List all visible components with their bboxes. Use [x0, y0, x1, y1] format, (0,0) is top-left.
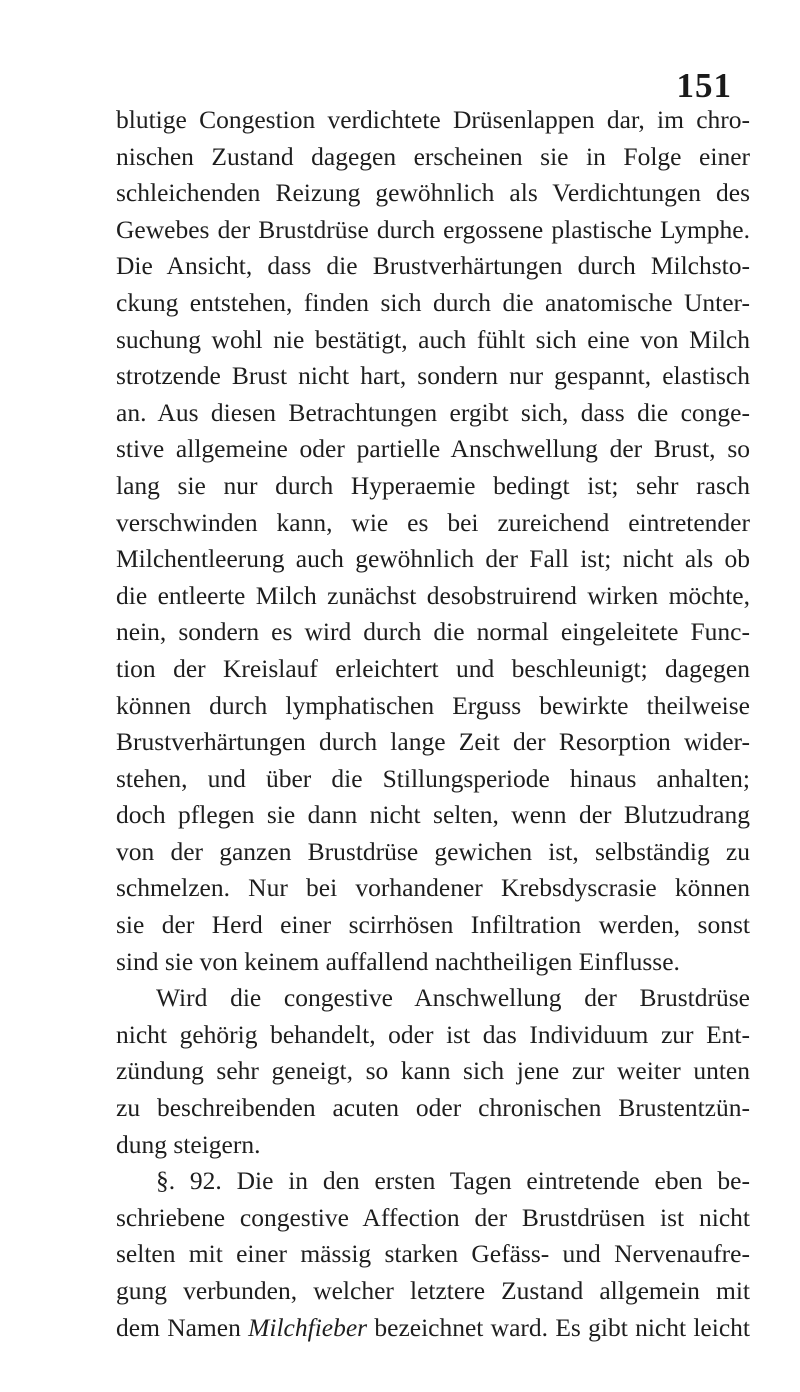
text-line [116, 1310, 750, 1347]
paragraph-start-line: Wird die congestive Anschwellung der Brustdrüse [156, 983, 750, 1013]
text-line: stive allgemeine oder partielle Anschwellung der Brust, so [116, 434, 750, 464]
text-line: können durch lymphatischen Erguss bewirkte theilweise [116, 690, 750, 720]
text-line: zündung sehr geneigt, so kann sich jene zur weiter unten [116, 1056, 750, 1086]
text-line: von der ganzen Brustdrüse gewichen ist, selbständig zu [116, 836, 750, 866]
text-line: schleichenden Reizung gewöhnlich als Verdichtungen des [116, 178, 750, 208]
text-line: Die Ansicht, dass die Brustverhärtungen durch Milchsto- [116, 251, 750, 281]
paragraph-end-line: dung steigern. [116, 1129, 261, 1159]
text-line: zu beschreibenden acuten oder chronischen Brustentzün- [116, 1093, 750, 1123]
text-line: an. Aus diesen Betrachtungen ergibt sich, dass die conge- [116, 397, 750, 427]
text-line: schriebene congestive Affection der Brustdrüsen ist nicht [116, 1202, 750, 1232]
line-text-after: bezeichnet ward. Es gibt nicht leicht [367, 1312, 750, 1342]
text-line: Gewebes der Brustdrüse durch ergossene plastische Lymphe. [116, 214, 750, 244]
text-line: lang sie nur durch Hyperaemie bedingt ist; sehr rasch [116, 470, 750, 500]
text-line: suchung wohl nie bestätigt, auch fühlt sich eine von Milch [116, 324, 750, 354]
text-line: selten mit einer mässig starken Gefäss- und Nervenaufre- [116, 1239, 750, 1269]
page-number: 151 [676, 66, 732, 105]
text-line: Brustverhärtungen durch lange Zeit der Resorption wider- [116, 727, 750, 757]
section-start-line: §. 92. Die in den ersten Tagen eintretende eben be- [156, 1166, 750, 1196]
text-line: stehen, und über die Stillungsperiode hinaus anhalten; [116, 763, 750, 793]
line-text-before: dem Namen [116, 1312, 249, 1342]
text-line: die entleerte Milch zunächst desobstruirend wirken möchte, [116, 580, 750, 610]
text-line: nicht gehörig behandelt, oder ist das Individuum zur Ent- [116, 1019, 750, 1049]
text-line: nischen Zustand dagegen erscheinen sie in Folge einer [116, 141, 750, 171]
text-line: sie der Herd einer scirrhösen Infiltration werden, sonst [116, 910, 750, 940]
text-line: Milchentleerung auch gewöhnlich der Fall ist; nicht als ob [116, 544, 750, 574]
text-line: doch pflegen sie dann nicht selten, wenn der Blutzudrang [116, 800, 750, 830]
text-line: strotzende Brust nicht hart, sondern nur gespannt, elastisch [116, 361, 750, 391]
body-text [116, 102, 750, 1346]
text-line: nein, sondern es wird durch die normal eingeleitete Func- [116, 617, 750, 647]
text-line: blutige Congestion verdichtete Drüsenlappen dar, im chro- [116, 105, 750, 134]
text-line: ckung entstehen, finden sich durch die anatomische Unter- [116, 287, 750, 317]
paragraph-end-line: sind sie von keinem auffallend nachtheiligen Einflusse. [116, 946, 680, 976]
text-line: tion der Kreislauf erleichtert und beschleunigt; dagegen [116, 653, 750, 683]
italic-term: Milchfieber [248, 1312, 368, 1342]
text-line: gung verbunden, welcher letztere Zustand allgemein mit [116, 1276, 750, 1305]
text-line: verschwinden kann, wie es bei zureichend eintretender [116, 507, 750, 537]
text-line: schmelzen. Nur bei vorhandener Krebsdyscrasie können [116, 873, 750, 903]
